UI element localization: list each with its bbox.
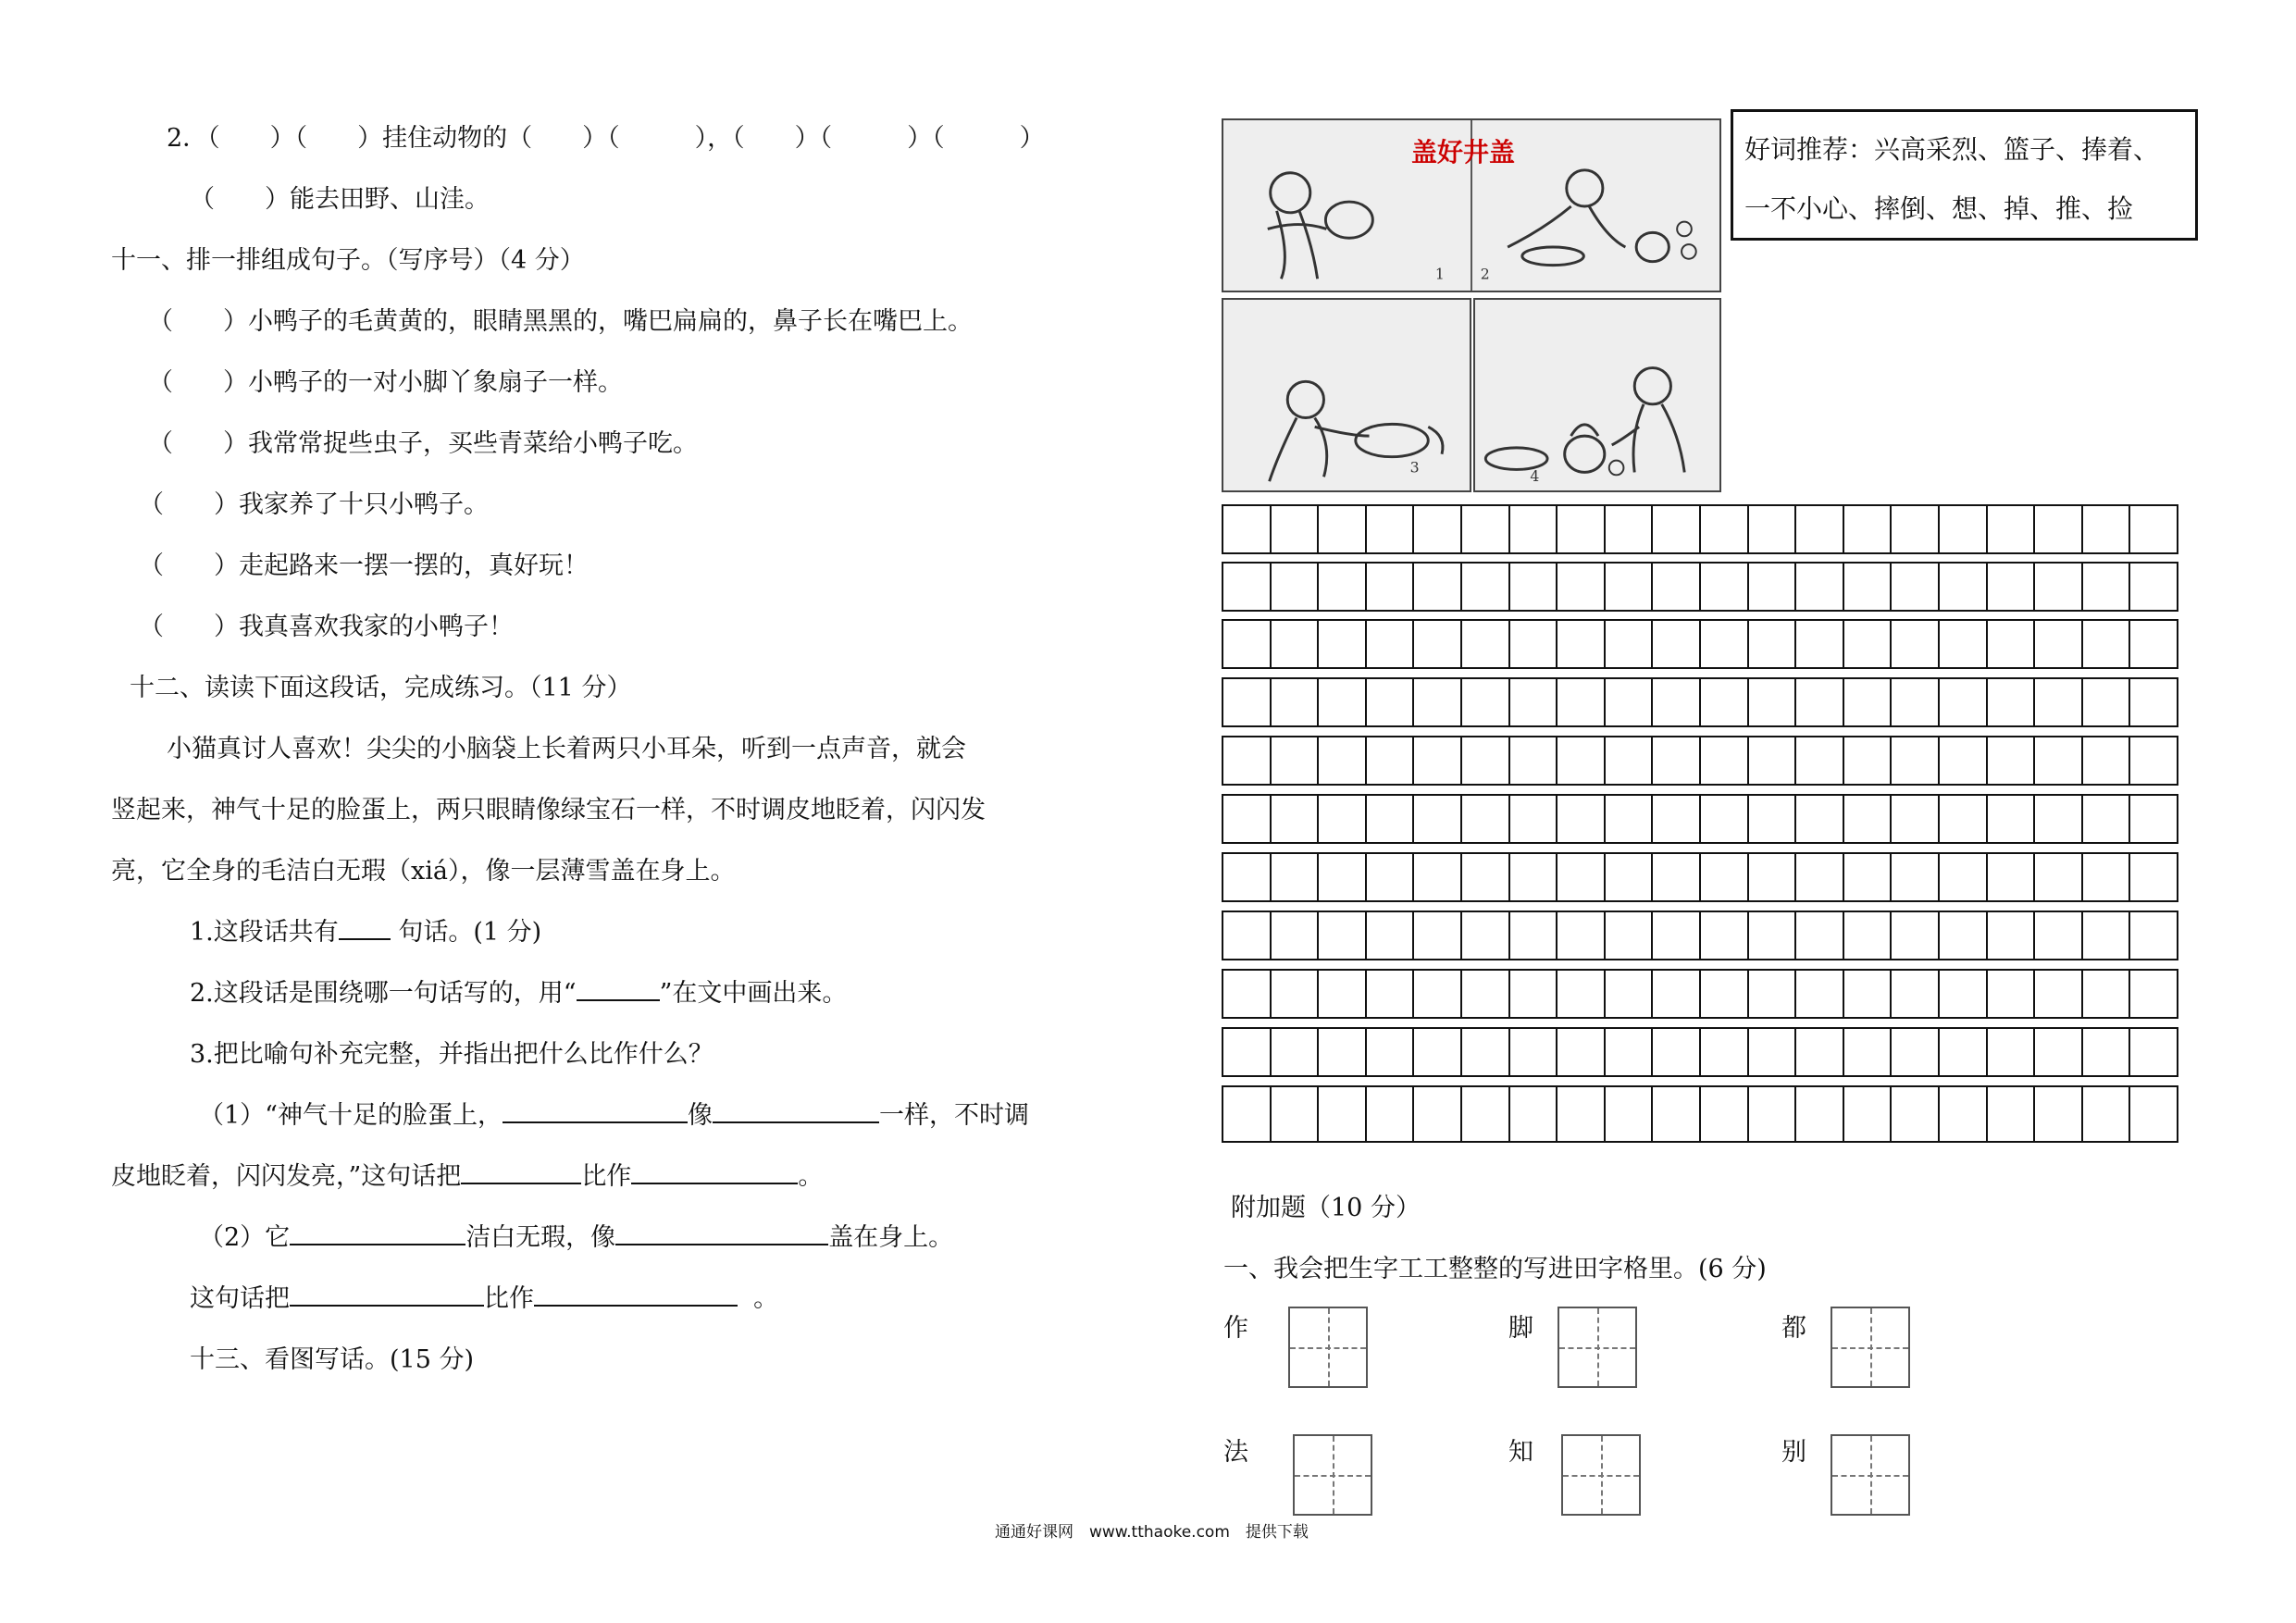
comic-panel-4 xyxy=(1473,298,1721,492)
grid-cell[interactable] xyxy=(1462,506,1510,552)
grid-cell[interactable] xyxy=(1558,737,1606,784)
grid-cell[interactable] xyxy=(1510,912,1558,959)
grid-cell[interactable] xyxy=(1844,679,1893,725)
grid-cell[interactable] xyxy=(1701,912,1749,959)
grid-cell[interactable] xyxy=(1558,621,1606,667)
grid-cell[interactable] xyxy=(2130,912,2177,959)
grid-cell[interactable] xyxy=(1653,506,1701,552)
grid-cell[interactable] xyxy=(2035,564,2083,610)
q12-1: 1.这段话共有 句话。(1 分) xyxy=(190,914,541,951)
grid-cell[interactable] xyxy=(1414,854,1462,900)
grid-cell[interactable] xyxy=(1749,796,1797,842)
q12-3-3: 这句话把 比作 。 xyxy=(190,1281,778,1318)
grid-cell[interactable] xyxy=(1462,737,1510,784)
q11-item-5: （ ）走起路来一摆一摆的，真好玩！ xyxy=(139,551,589,580)
answer-blank[interactable] xyxy=(339,914,391,940)
grid-cell[interactable] xyxy=(1414,564,1462,610)
grid-cell[interactable] xyxy=(1462,564,1510,610)
grid-cell[interactable] xyxy=(1606,679,1654,725)
grid-cell[interactable] xyxy=(1319,796,1367,842)
grid-cell[interactable] xyxy=(1940,737,1988,784)
panel-number-2: 2 xyxy=(1480,265,1490,283)
grid-cell[interactable] xyxy=(2130,854,2177,900)
grid-cell[interactable] xyxy=(2083,796,2131,842)
grid-cell[interactable] xyxy=(1940,912,1988,959)
grid-cell[interactable] xyxy=(1844,912,1893,959)
grid-cell[interactable] xyxy=(1749,971,1797,1017)
grid-cell[interactable] xyxy=(1272,564,1320,610)
grid-cell[interactable] xyxy=(1510,1029,1558,1075)
grid-cell[interactable] xyxy=(2035,1029,2083,1075)
grid-cell[interactable] xyxy=(2130,971,2177,1017)
grid-cell[interactable] xyxy=(1510,737,1558,784)
grid-cell[interactable] xyxy=(1510,621,1558,667)
grid-cell[interactable] xyxy=(1844,737,1893,784)
grid-cell[interactable] xyxy=(1510,506,1558,552)
grid-cell[interactable] xyxy=(1606,506,1654,552)
monkey-illustration-3 xyxy=(1223,300,1470,490)
grid-cell[interactable] xyxy=(1223,679,1272,725)
bonus-title: 附加题（10 分） xyxy=(1231,1194,1421,1222)
grid-row xyxy=(1222,1085,2178,1143)
grid-cell[interactable] xyxy=(1701,1087,1749,1141)
answer-blank[interactable] xyxy=(290,1220,465,1245)
comic-title: 盖好井盖 xyxy=(1411,137,1516,167)
grid-cell[interactable] xyxy=(1606,1087,1654,1141)
grid-cell[interactable] xyxy=(1272,796,1320,842)
grid-cell[interactable] xyxy=(1749,506,1797,552)
grid-cell[interactable] xyxy=(2130,1029,2177,1075)
passage-line-3: 亮，它全身的毛洁白无瑕（xiá），像一层薄雪盖在身上。 xyxy=(111,857,736,886)
grid-cell[interactable] xyxy=(1653,971,1701,1017)
grid-cell[interactable] xyxy=(1940,1087,1988,1141)
grid-cell[interactable] xyxy=(2035,854,2083,900)
grid-cell[interactable] xyxy=(1510,1087,1558,1141)
grid-cell[interactable] xyxy=(1510,854,1558,900)
tianzige-box[interactable] xyxy=(1293,1434,1372,1516)
grid-cell[interactable] xyxy=(1796,506,1844,552)
grid-cell[interactable] xyxy=(1414,737,1462,784)
q11-item-6: （ ）我真喜欢我家的小鸭子！ xyxy=(139,613,514,641)
grid-cell[interactable] xyxy=(1223,564,1272,610)
answer-blank[interactable] xyxy=(631,1158,798,1184)
grid-cell[interactable] xyxy=(1988,564,2036,610)
grid-cell[interactable] xyxy=(1462,1087,1510,1141)
grid-cell[interactable] xyxy=(1653,564,1701,610)
grid-cell[interactable] xyxy=(2083,971,2131,1017)
grid-cell[interactable] xyxy=(1510,564,1558,610)
grid-cell[interactable] xyxy=(1653,621,1701,667)
grid-cell[interactable] xyxy=(1414,679,1462,725)
grid-cell[interactable] xyxy=(1510,971,1558,1017)
words-line-2: 一不小心、摔倒、想、掉、推、捡 xyxy=(1744,193,2134,224)
grid-cell[interactable] xyxy=(1223,1029,1272,1075)
grid-cell[interactable] xyxy=(1367,796,1415,842)
answer-blank[interactable] xyxy=(503,1097,688,1123)
grid-row xyxy=(1222,852,2178,902)
grid-cell[interactable] xyxy=(1272,737,1320,784)
grid-cell[interactable] xyxy=(1414,912,1462,959)
grid-cell[interactable] xyxy=(1272,679,1320,725)
char-2: 脚 xyxy=(1508,1314,1533,1343)
grid-cell[interactable] xyxy=(1558,971,1606,1017)
grid-cell[interactable] xyxy=(1988,912,2036,959)
answer-blank[interactable] xyxy=(290,1281,484,1307)
grid-cell[interactable] xyxy=(2130,737,2177,784)
grid-cell[interactable] xyxy=(1988,1087,2036,1141)
grid-cell[interactable] xyxy=(1367,854,1415,900)
grid-cell[interactable] xyxy=(2035,506,2083,552)
grid-cell[interactable] xyxy=(1223,971,1272,1017)
grid-cell[interactable] xyxy=(1701,679,1749,725)
q11-title: 十一、排一排组成句子。（写序号）（4 分） xyxy=(111,246,585,275)
grid-cell[interactable] xyxy=(1462,912,1510,959)
char-6: 别 xyxy=(1781,1438,1806,1467)
grid-cell[interactable] xyxy=(1606,912,1654,959)
grid-row xyxy=(1222,736,2178,786)
q12-title: 十二、读读下面这段话，完成练习。（11 分） xyxy=(130,674,632,702)
grid-cell[interactable] xyxy=(1653,796,1701,842)
tianzige-box[interactable] xyxy=(1558,1307,1637,1388)
grid-cell[interactable] xyxy=(1462,621,1510,667)
grid-cell[interactable] xyxy=(1367,1087,1415,1141)
grid-cell[interactable] xyxy=(1749,679,1797,725)
grid-cell[interactable] xyxy=(2083,679,2131,725)
grid-row xyxy=(1222,1027,2178,1077)
grid-cell[interactable] xyxy=(2035,1087,2083,1141)
grid-cell[interactable] xyxy=(2083,854,2131,900)
grid-cell[interactable] xyxy=(1319,564,1367,610)
grid-cell[interactable] xyxy=(2083,737,2131,784)
grid-cell[interactable] xyxy=(1749,854,1797,900)
grid-cell[interactable] xyxy=(1223,506,1272,552)
grid-cell[interactable] xyxy=(1701,737,1749,784)
q11-item-1: （ ）小鸭子的毛黄黄的，眼睛黑黑的，嘴巴扁扁的，鼻子长在嘴巴上。 xyxy=(148,307,973,336)
grid-cell[interactable] xyxy=(1988,737,2036,784)
grid-cell[interactable] xyxy=(1558,796,1606,842)
q12-3-1-line-2: 皮地眨着，闪闪发亮，”这句话把 比作 。 xyxy=(111,1158,823,1196)
grid-cell[interactable] xyxy=(1367,912,1415,959)
grid-row xyxy=(1222,969,2178,1019)
grid-cell[interactable] xyxy=(1796,621,1844,667)
grid-cell[interactable] xyxy=(1367,564,1415,610)
grid-cell[interactable] xyxy=(1988,971,2036,1017)
grid-cell[interactable] xyxy=(1367,737,1415,784)
grid-cell[interactable] xyxy=(2083,1087,2131,1141)
grid-cell[interactable] xyxy=(1223,621,1272,667)
char-3: 都 xyxy=(1781,1314,1806,1343)
grid-cell[interactable] xyxy=(1653,679,1701,725)
grid-cell[interactable] xyxy=(1558,564,1606,610)
grid-cell[interactable] xyxy=(1367,1029,1415,1075)
q12-2: 2.这段话是围绕哪一句话写的，用“ ”在文中画出来。 xyxy=(190,975,847,1012)
grid-cell[interactable] xyxy=(1940,854,1988,900)
grid-cell[interactable] xyxy=(1558,912,1606,959)
grid-cell[interactable] xyxy=(2083,506,2131,552)
grid-cell[interactable] xyxy=(1844,506,1893,552)
q13-title: 十三、看图写话。(15 分) xyxy=(190,1345,475,1374)
grid-cell[interactable] xyxy=(2130,621,2177,667)
grid-cell[interactable] xyxy=(1272,621,1320,667)
grid-cell[interactable] xyxy=(1272,971,1320,1017)
grid-cell[interactable] xyxy=(1653,854,1701,900)
grid-cell[interactable] xyxy=(1892,1087,1940,1141)
grid-cell[interactable] xyxy=(1892,1029,1940,1075)
grid-cell[interactable] xyxy=(1701,621,1749,667)
grid-cell[interactable] xyxy=(1796,564,1844,610)
panel-number-3: 3 xyxy=(1409,458,1420,477)
tianzige-box[interactable] xyxy=(1831,1307,1910,1388)
grid-cell[interactable] xyxy=(1988,1029,2036,1075)
grid-cell[interactable] xyxy=(1272,912,1320,959)
grid-cell[interactable] xyxy=(1606,1029,1654,1075)
grid-cell[interactable] xyxy=(1892,854,1940,900)
grid-cell[interactable] xyxy=(1223,854,1272,900)
grid-cell[interactable] xyxy=(1462,1029,1510,1075)
grid-cell[interactable] xyxy=(2130,679,2177,725)
grid-cell[interactable] xyxy=(1749,1087,1797,1141)
grid-cell[interactable] xyxy=(1796,737,1844,784)
grid-cell[interactable] xyxy=(1510,796,1558,842)
grid-cell[interactable] xyxy=(1367,621,1415,667)
grid-cell[interactable] xyxy=(1892,621,1940,667)
char-4: 法 xyxy=(1223,1438,1248,1467)
comic-panel-3 xyxy=(1222,298,1471,492)
grid-cell[interactable] xyxy=(1940,564,1988,610)
grid-cell[interactable] xyxy=(1223,1087,1272,1141)
grid-cell[interactable] xyxy=(2083,621,2131,667)
grid-cell[interactable] xyxy=(1988,854,2036,900)
grid-cell[interactable] xyxy=(1940,506,1988,552)
grid-cell[interactable] xyxy=(2083,1029,2131,1075)
grid-cell[interactable] xyxy=(2130,796,2177,842)
underline-sample xyxy=(577,975,660,1001)
grid-cell[interactable] xyxy=(1940,1029,1988,1075)
grid-cell[interactable] xyxy=(1558,679,1606,725)
answer-blank[interactable] xyxy=(713,1097,879,1123)
grid-cell[interactable] xyxy=(1940,796,1988,842)
q11-item-4: （ ）我家养了十只小鸭子。 xyxy=(139,490,489,519)
grid-cell[interactable] xyxy=(1844,564,1893,610)
grid-cell[interactable] xyxy=(1414,1029,1462,1075)
grid-cell[interactable] xyxy=(1414,621,1462,667)
grid-cell[interactable] xyxy=(1796,912,1844,959)
grid-cell[interactable] xyxy=(1319,506,1367,552)
grid-cell[interactable] xyxy=(1367,679,1415,725)
grid-cell[interactable] xyxy=(1988,506,2036,552)
grid-cell[interactable] xyxy=(2035,737,2083,784)
grid-cell[interactable] xyxy=(1462,971,1510,1017)
grid-cell[interactable] xyxy=(1414,971,1462,1017)
grid-cell[interactable] xyxy=(1844,854,1893,900)
grid-cell[interactable] xyxy=(1701,796,1749,842)
grid-cell[interactable] xyxy=(1844,1029,1893,1075)
grid-cell[interactable] xyxy=(1272,506,1320,552)
grid-cell[interactable] xyxy=(1606,621,1654,667)
grid-cell[interactable] xyxy=(1319,1087,1367,1141)
grid-cell[interactable] xyxy=(1272,1087,1320,1141)
grid-cell[interactable] xyxy=(1892,737,1940,784)
grid-cell[interactable] xyxy=(2130,564,2177,610)
grid-cell[interactable] xyxy=(1606,854,1654,900)
monkey-illustration-4 xyxy=(1475,300,1719,490)
grid-cell[interactable] xyxy=(1558,506,1606,552)
grid-cell[interactable] xyxy=(1223,912,1272,959)
grid-cell[interactable] xyxy=(1367,506,1415,552)
grid-cell[interactable] xyxy=(1701,564,1749,610)
grid-cell[interactable] xyxy=(1462,796,1510,842)
grid-cell[interactable] xyxy=(1749,1029,1797,1075)
grid-cell[interactable] xyxy=(1223,796,1272,842)
grid-cell[interactable] xyxy=(1606,971,1654,1017)
grid-cell[interactable] xyxy=(1892,971,1940,1017)
grid-cell[interactable] xyxy=(1319,621,1367,667)
tianzige-box[interactable] xyxy=(1561,1434,1641,1516)
char-1: 作 xyxy=(1223,1314,1248,1343)
tianzige-box[interactable] xyxy=(1831,1434,1910,1516)
grid-cell[interactable] xyxy=(1414,1087,1462,1141)
grid-cell[interactable] xyxy=(1844,796,1893,842)
grid-row xyxy=(1222,619,2178,669)
grid-cell[interactable] xyxy=(1749,564,1797,610)
answer-blank[interactable] xyxy=(534,1281,738,1307)
tianzige-box[interactable] xyxy=(1288,1307,1368,1388)
grid-cell[interactable] xyxy=(1653,1087,1701,1141)
panel-number-1: 1 xyxy=(1434,265,1445,283)
grid-cell[interactable] xyxy=(1892,506,1940,552)
grid-cell[interactable] xyxy=(1988,679,2036,725)
grid-cell[interactable] xyxy=(1414,796,1462,842)
grid-cell[interactable] xyxy=(2035,796,2083,842)
passage-line-2: 竖起来，神气十足的脸蛋上，两只眼睛像绿宝石一样，不时调皮地眨着，闪闪发 xyxy=(111,796,986,824)
grid-cell[interactable] xyxy=(1940,621,1988,667)
grid-cell[interactable] xyxy=(2130,1087,2177,1141)
footer-text: 通通好课网 www.tthaoke.com 提供下载 xyxy=(995,1523,1309,1542)
grid-cell[interactable] xyxy=(1653,912,1701,959)
grid-cell[interactable] xyxy=(2083,564,2131,610)
grid-cell[interactable] xyxy=(1606,737,1654,784)
grid-cell[interactable] xyxy=(2035,621,2083,667)
grid-cell[interactable] xyxy=(1319,679,1367,725)
grid-row xyxy=(1222,504,2178,554)
panel-number-4: 4 xyxy=(1530,467,1540,486)
grid-cell[interactable] xyxy=(1701,506,1749,552)
q12-3-1-line-1: （1）“神气十足的脸蛋上， 像 一样，不时调 xyxy=(199,1097,1029,1134)
grid-cell[interactable] xyxy=(1796,854,1844,900)
grid-cell[interactable] xyxy=(1892,912,1940,959)
grid-cell[interactable] xyxy=(1272,1029,1320,1075)
grid-cell[interactable] xyxy=(1653,737,1701,784)
grid-cell[interactable] xyxy=(1558,854,1606,900)
grid-cell[interactable] xyxy=(1462,854,1510,900)
grid-cell[interactable] xyxy=(1653,1029,1701,1075)
q11-item-3: （ ）我常常捉些虫子，买些青菜给小鸭子吃。 xyxy=(148,429,698,458)
q12-3-2: （2）它 洁白无瑕，像 盖在身上。 xyxy=(199,1220,953,1257)
grid-cell[interactable] xyxy=(1414,506,1462,552)
passage-line-1: 小猫真讨人喜欢！尖尖的小脑袋上长着两只小耳朵，听到一点声音，就会 xyxy=(167,735,966,763)
char-5: 知 xyxy=(1508,1438,1533,1467)
grid-cell[interactable] xyxy=(1701,1029,1749,1075)
grid-cell[interactable] xyxy=(1272,854,1320,900)
grid-cell[interactable] xyxy=(1319,1029,1367,1075)
grid-cell[interactable] xyxy=(1796,796,1844,842)
grid-cell[interactable] xyxy=(1892,796,1940,842)
grid-cell[interactable] xyxy=(1940,971,1988,1017)
q10-line-2: （ ）能去田野、山洼。 xyxy=(190,185,490,214)
grid-cell[interactable] xyxy=(1319,854,1367,900)
q12-3: 3.把比喻句补充完整，并指出把什么比作什么？ xyxy=(190,1040,714,1069)
grid-cell[interactable] xyxy=(1796,971,1844,1017)
answer-blank[interactable] xyxy=(461,1158,581,1184)
grid-cell[interactable] xyxy=(1844,1087,1893,1141)
grid-cell[interactable] xyxy=(1892,564,1940,610)
grid-cell[interactable] xyxy=(1940,679,1988,725)
grid-cell[interactable] xyxy=(1988,621,2036,667)
grid-row xyxy=(1222,911,2178,960)
grid-cell[interactable] xyxy=(2035,679,2083,725)
grid-cell[interactable] xyxy=(1462,679,1510,725)
grid-cell[interactable] xyxy=(1606,796,1654,842)
grid-cell[interactable] xyxy=(1606,564,1654,610)
grid-row xyxy=(1222,677,2178,727)
grid-cell[interactable] xyxy=(1796,1029,1844,1075)
grid-cell[interactable] xyxy=(1844,971,1893,1017)
grid-cell[interactable] xyxy=(1749,912,1797,959)
grid-cell[interactable] xyxy=(1558,1029,1606,1075)
q10-line-1: 2．（ ）（ ）挂住动物的（ ）（ ），（ ）（ ）（ ） xyxy=(167,124,1045,153)
grid-cell[interactable] xyxy=(2035,912,2083,959)
grid-cell[interactable] xyxy=(1796,1087,1844,1141)
grid-cell[interactable] xyxy=(1510,679,1558,725)
grid-cell[interactable] xyxy=(1796,679,1844,725)
answer-blank[interactable] xyxy=(615,1220,828,1245)
grid-cell[interactable] xyxy=(1892,679,1940,725)
grid-cell[interactable] xyxy=(1844,621,1893,667)
grid-cell[interactable] xyxy=(1319,912,1367,959)
grid-cell[interactable] xyxy=(1319,737,1367,784)
grid-cell[interactable] xyxy=(1701,971,1749,1017)
grid-cell[interactable] xyxy=(1223,737,1272,784)
grid-cell[interactable] xyxy=(1367,971,1415,1017)
bonus-q1: 一、我会把生字工工整整的写进田字格里。(6 分) xyxy=(1223,1255,1767,1283)
grid-cell[interactable] xyxy=(2130,506,2177,552)
grid-cell[interactable] xyxy=(2035,971,2083,1017)
grid-cell[interactable] xyxy=(1749,737,1797,784)
q11-item-2: （ ）小鸭子的一对小脚丫象扇子一样。 xyxy=(148,368,623,397)
grid-row xyxy=(1222,562,2178,612)
grid-cell[interactable] xyxy=(1749,621,1797,667)
words-line-1: 好词推荐：兴高采烈、篮子、捧着、 xyxy=(1744,134,2160,165)
grid-cell[interactable] xyxy=(2083,912,2131,959)
grid-cell[interactable] xyxy=(1988,796,2036,842)
grid-cell[interactable] xyxy=(1558,1087,1606,1141)
grid-row xyxy=(1222,794,2178,844)
grid-cell[interactable] xyxy=(1701,854,1749,900)
grid-cell[interactable] xyxy=(1319,971,1367,1017)
